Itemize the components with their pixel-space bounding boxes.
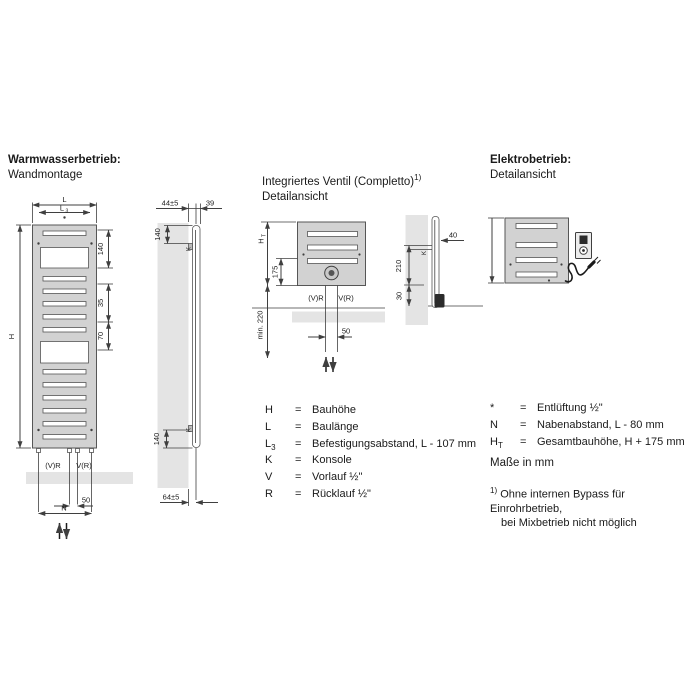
legend-row-V xyxy=(265,471,476,488)
dimension-70 xyxy=(96,322,113,350)
legend-equals: = xyxy=(520,402,527,414)
dim-label-40: 40 xyxy=(448,230,458,240)
mounting-dot xyxy=(548,279,550,281)
elektro-height-dimension xyxy=(488,218,504,283)
console-label: K xyxy=(422,250,428,256)
legend-symbol: L xyxy=(265,420,272,433)
radiator-profile xyxy=(432,217,439,308)
floor-band xyxy=(26,472,133,484)
dim-label-30: 30 xyxy=(394,291,404,301)
legend-row-H xyxy=(265,404,476,421)
legend-symbol: L xyxy=(265,437,272,450)
dimension-min220 xyxy=(256,285,268,358)
legend-equals: = xyxy=(520,418,527,431)
legend-symbol-sub: 3 xyxy=(271,442,276,452)
dim-label-L3: L xyxy=(59,203,65,213)
radiator-profile xyxy=(193,226,201,448)
legend-text: Konsole xyxy=(312,454,352,467)
valve-front-view xyxy=(252,222,385,372)
legend-text: Vorlauf ½" xyxy=(312,471,363,484)
legend-symbol: H xyxy=(490,435,498,448)
footnote-line1: Ohne internen Bypass für Einrohrbetrieb, xyxy=(490,488,625,515)
vent-marker-dot xyxy=(63,216,65,218)
conn-label-vr-right: V(R) xyxy=(338,293,354,303)
dim-label-min220: min. 220 xyxy=(255,310,265,340)
dimension-50-front xyxy=(54,496,93,507)
dimension-44 xyxy=(156,199,222,225)
legend-symbol: * xyxy=(490,402,495,414)
mounting-dot xyxy=(560,263,562,265)
dimension-40 xyxy=(441,231,464,241)
legend-equals: = xyxy=(295,420,302,433)
dim-label-210: 210 xyxy=(394,259,403,273)
dim-label-175: 175 xyxy=(270,265,280,279)
ventil-title-text: Integriertes Ventil (Completto) xyxy=(262,175,415,188)
legend-equals: = xyxy=(295,437,302,450)
elektro-front-view xyxy=(488,218,601,283)
valve-panel-slots xyxy=(308,232,358,264)
mounting-dot xyxy=(358,253,360,255)
power-cable-icon xyxy=(566,257,601,282)
dim-label-44: 44±5 xyxy=(161,198,179,208)
legend-row-L3 xyxy=(265,438,476,455)
flow-direction-icon xyxy=(60,523,67,539)
dim-label-H: H xyxy=(7,333,16,340)
legend-text: Baulänge xyxy=(312,420,359,433)
mounting-dot xyxy=(509,263,511,265)
warmwasser-front-view xyxy=(7,195,133,539)
dimension-50-valve xyxy=(308,327,352,338)
legend-symbol: N xyxy=(490,418,498,431)
dim-label-L: L xyxy=(62,195,67,204)
warmwasser-subtitle: Wandmontage xyxy=(8,169,83,181)
thermostat-valve-icon xyxy=(325,266,339,280)
floor-band xyxy=(292,312,385,323)
dim-label-70: 70 xyxy=(96,331,105,341)
control-display xyxy=(580,236,588,245)
legend-text: Entlüftung ½" xyxy=(537,402,603,414)
legend-equals: = xyxy=(520,435,527,448)
elektro-title: Elektrobetrieb: xyxy=(490,154,572,166)
dimension-35 xyxy=(96,284,113,322)
legend-text: Rücklauf ½" xyxy=(312,487,371,500)
control-unit-icon xyxy=(576,233,592,259)
console-label-bottom: K xyxy=(186,427,193,433)
dim-label-140-side-bottom: 140 xyxy=(152,432,161,446)
legend-symbol-sub: T xyxy=(497,440,503,450)
legend-equals: = xyxy=(295,404,302,416)
units-note: Maße in mm xyxy=(490,457,554,469)
legend-row-R xyxy=(265,488,476,505)
legend-equals: = xyxy=(295,471,302,484)
dim-label-N: N xyxy=(61,503,67,513)
legend-text: Bauhöhe xyxy=(312,404,357,416)
legend-symbol: H xyxy=(265,404,273,416)
conn-label-vr-right: V(R) xyxy=(76,461,92,470)
legend-row-L xyxy=(265,421,476,438)
power-plug-icon xyxy=(589,262,594,267)
dim-label-50-valve: 50 xyxy=(341,326,351,336)
legend-symbol: K xyxy=(265,454,273,467)
legend-text: Gesamtbauhöhe, H + 175 mm xyxy=(537,435,685,448)
legend-equals: = xyxy=(295,487,302,500)
valve-block xyxy=(435,294,445,308)
dim-label-140-front: 140 xyxy=(96,242,105,256)
legend-hydraulic xyxy=(265,404,476,505)
dim-label-Ht-sub: T xyxy=(261,233,268,237)
dimension-175 xyxy=(271,259,298,286)
dimension-L xyxy=(33,195,97,223)
ventil-title-footnote-marker: 1) xyxy=(414,173,422,182)
flow-direction-icon xyxy=(326,357,333,372)
dimension-H xyxy=(7,225,31,448)
mounting-dot xyxy=(302,253,304,255)
legend-equals: = xyxy=(295,454,302,467)
dimension-N xyxy=(39,504,92,514)
legend-row-N xyxy=(490,419,685,436)
legend-symbol: R xyxy=(265,487,273,500)
legend-symbol: V xyxy=(265,471,273,484)
console-label-top: K xyxy=(186,246,193,252)
dim-label-140-side-top: 140 xyxy=(153,228,162,241)
conn-label-vr-left: (V)R xyxy=(308,293,324,303)
dim-label-Ht: H xyxy=(256,238,266,244)
warmwasser-side-view xyxy=(152,199,222,507)
footnote-line2: bei Mixbetrieb nicht möglich xyxy=(501,516,637,529)
conn-label-vr-left: (V)R xyxy=(45,461,61,470)
dimension-140-front xyxy=(96,230,113,268)
dim-label-39: 39 xyxy=(205,198,215,208)
elektro-subtitle: Detailansicht xyxy=(490,169,556,181)
dim-label-64: 64±5 xyxy=(162,492,180,502)
dim-label-L3-sub: 3 xyxy=(65,208,69,215)
legend-row-Ht xyxy=(490,436,685,453)
legend-row-K xyxy=(265,454,476,471)
warmwasser-title: Warmwasserbetrieb: xyxy=(8,154,121,166)
legend-text: Befestigungsabstand, L - 107 mm xyxy=(312,437,477,450)
dimension-64 xyxy=(160,489,218,506)
legend-general xyxy=(490,402,685,452)
ventil-subtitle: Detailansicht xyxy=(262,190,328,203)
dim-label-50-front: 50 xyxy=(81,495,91,505)
legend-row-vent xyxy=(490,402,685,419)
dim-label-35: 35 xyxy=(96,298,105,308)
legend-text: Nabenabstand, L - 80 mm xyxy=(537,418,664,431)
footnote-marker: 1) xyxy=(490,486,498,495)
footnote xyxy=(490,484,700,530)
valve-side-view xyxy=(394,215,483,325)
